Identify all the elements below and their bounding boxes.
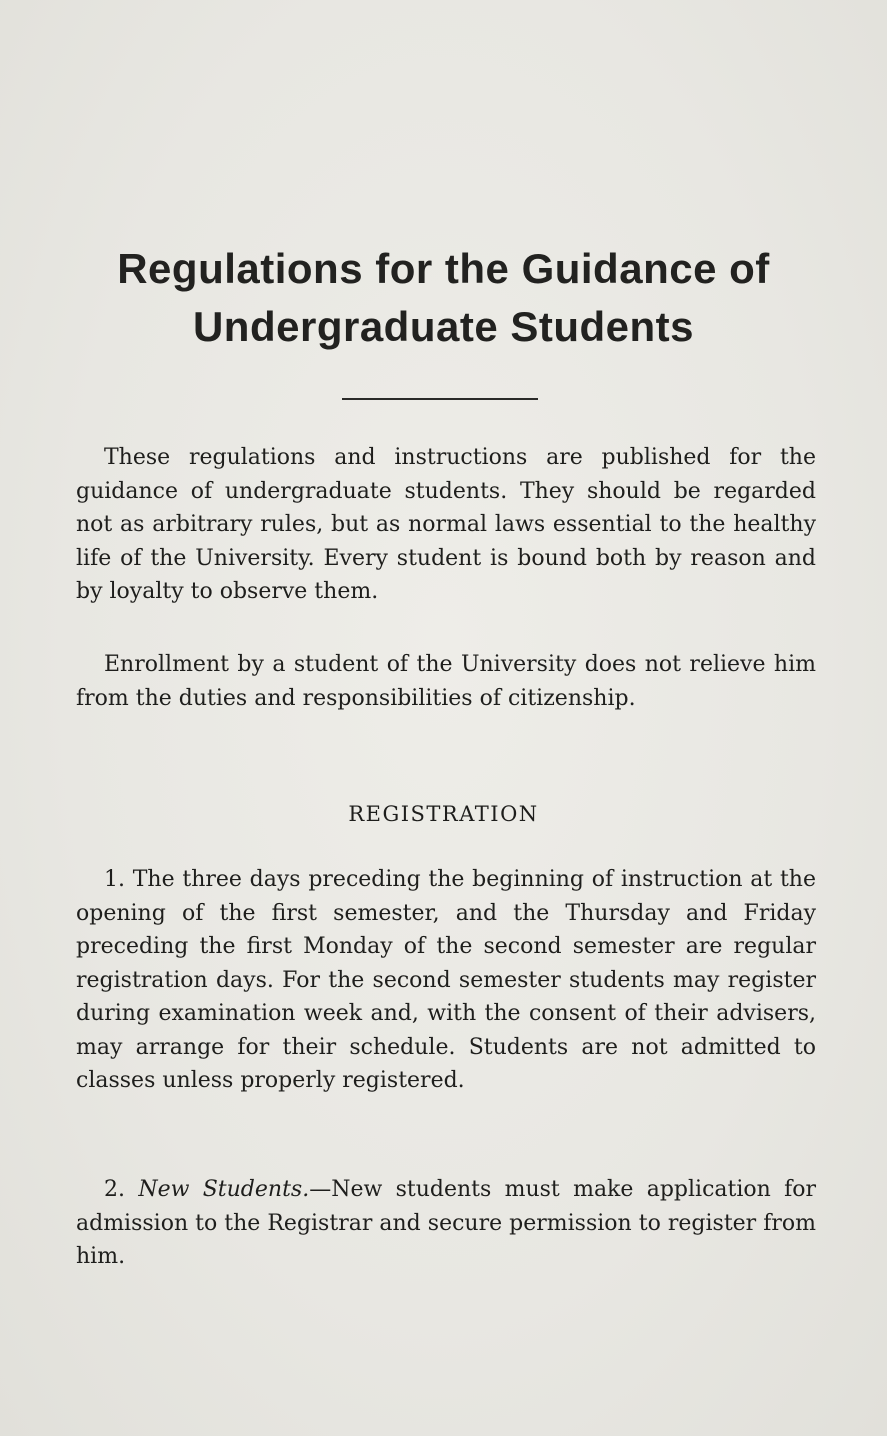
rule-2-number: 2. (104, 1177, 125, 1202)
intro-paragraph-2: Enrollment by a student of the University does not relieve him from the duties and responsibilities of citizenship. (76, 652, 816, 711)
rule-1-paragraph (76, 863, 816, 1098)
rule-1-number: 1. (104, 867, 125, 892)
rule-2-run-in-heading: New Students. (138, 1177, 310, 1202)
title-line-2: Undergraduate Students (192, 303, 695, 350)
title-divider (342, 398, 538, 400)
rule-2-text: —New students must make application for admission to the Registrar and secure permission to register from him. (76, 1177, 816, 1269)
intro-paragraph-1: These regulations and instructions are published for the guidance of undergraduate students. They should be regarded not as arbitrary rules, but as normal laws essential to the healthy life of the University. Every student is bound both by reason and by loyalty to observe them. (76, 445, 816, 604)
rule-1-text: The three days preceding the beginning of instruction at the opening of the first semester, and the Thursday and Friday preceding the first Monday of the second semester are regular registration days. For the second semester students may register during examination week and, with the consent of their advisers, may arrange for their schedule. Students are not admitted to classes unless properly registered. (76, 867, 816, 1093)
section-heading-registration: REGISTRATION (348, 802, 539, 826)
rule-2-paragraph (76, 1173, 816, 1274)
title-line-1: Regulations for the Guidance of (117, 245, 770, 292)
